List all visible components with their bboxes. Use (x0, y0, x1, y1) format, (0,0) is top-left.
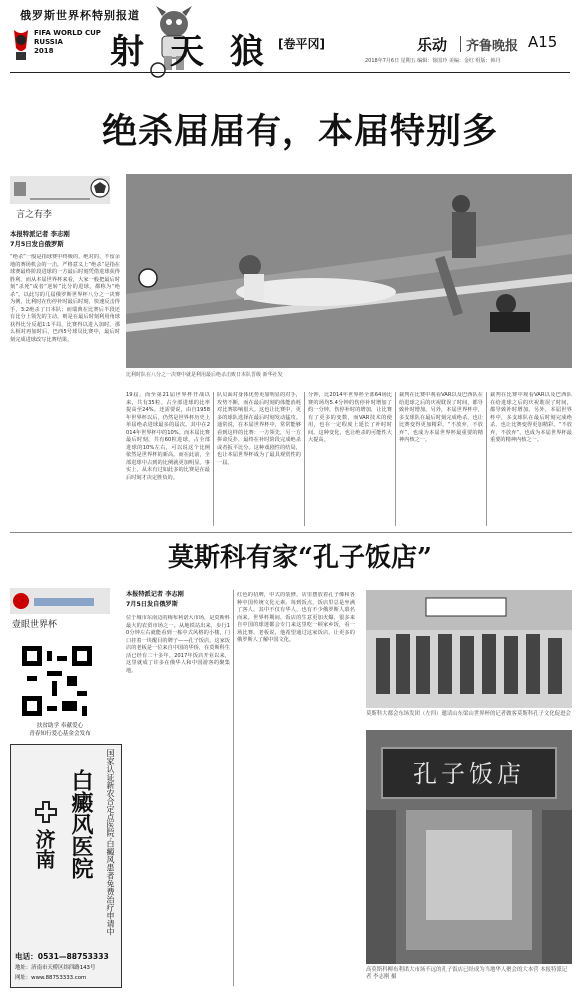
article2-column-logo (10, 588, 110, 614)
date-line: 2018年7月6日 星期五 编辑：徐国玲 美编：金红 组版：韩丹 (365, 58, 501, 64)
qr-code (22, 646, 92, 716)
article1-byline: 本报特派记者 李志刚 7月5日发自俄罗斯 (10, 230, 70, 248)
article2-photo-restaurant (366, 730, 572, 964)
column-title: 射天狼 (110, 32, 290, 72)
section-rule (10, 532, 572, 533)
ad-vertical-text: 国家认证新农合定点医院·白癜风患者免费治疗申请中 (106, 749, 115, 936)
article2-photo-group (366, 590, 572, 708)
special-report-label: 俄罗斯世界杯特别报道 (20, 9, 140, 22)
article1-col6: 裁判在比赛中观看VAR以及巴西队在给进球之后的庆祝耽误了时间，都导致补时增加。另外，本届世界杯中，多支球队在最后时刻完成绝杀，也让比赛变得更加精彩。“不放弃，不放弃”，也成为本届世界杯最重要的精神内核之一。 (490, 392, 572, 443)
wc-logo-text: FIFA WORLD CUP RUSSIA 2018 (34, 29, 101, 55)
restaurant-sign: 孔子饭店 (413, 760, 525, 788)
article1-headline: 绝杀届届有，本届特别多 (101, 111, 498, 152)
world-cup-logo (10, 26, 118, 66)
col-divider (395, 392, 396, 526)
article2-column-label: 壹眼世界杯 (12, 620, 58, 630)
column-tag: [卷平冈] (278, 37, 325, 51)
ad-phone: 电话：0531—88753333 (15, 952, 109, 961)
article2-col1: 位于城市东南边的梅布利诺大市场，是莫斯科最大的农贸市场之一。从地铁站出来，步行10分钟左右就能看到一栋中式风格的小楼，门口挂着一块醒目的牌子——孔子饭店。这家饭店的老板是一位来自中国的华侨，在莫斯科生活已经有二十多年。2017年饭店开业以来，这里就成了许多在俄华人和中国游客的聚集地。 (126, 615, 230, 674)
article1-photo (126, 174, 572, 368)
header-divider (460, 36, 461, 52)
ad-address: 地址：济南市天桥区纬四路143号 (15, 965, 96, 971)
article2-byline: 本报特派记者 李志刚 7月5日发自俄罗斯 (126, 591, 184, 608)
hospital-ad (10, 744, 122, 988)
article2-col2: 红色的招牌，中式的装修，店里摆放着孔子像和各种中国传统文化元素。每到饭点，饭店里总是坐满了客人，其中不仅有华人，也有不少俄罗斯人慕名而来。世界杯期间，饭店的生意更加火爆，很多来自中国的球迷都会专门来这里吃一顿家乡饭，看一场比赛。老板说，他希望通过这家饭店，让更多的俄罗斯人了解中国文化。 (237, 592, 355, 643)
article1-col4: 分钟，比2014年世界杯全部64场比赛的场均5.4分钟的伤停补时增加了约一分钟。伤停补时的增加，让比赛有了更多的变数，而VAR技术的使用，也在一定程度上延长了补时时间。这种变化，也让绝杀的可能性大大提高。 (308, 392, 392, 443)
article1-col5: 裁判在比赛中观看VAR以及巴西队在给进球之后的庆祝耽误了时间，都导致补时增加。另外，本届世界杯中，多支球队在最后时刻完成绝杀，也让比赛变得更加精彩。“不放弃，不放弃”，也成为本届世界杯最重要的精神内核之一。 (399, 392, 483, 443)
col-divider (486, 392, 487, 526)
cross-logo-icon (35, 801, 57, 823)
header (0, 0, 580, 82)
col-divider (304, 392, 305, 526)
page-number: A15 (528, 33, 558, 51)
header-rule (10, 72, 570, 73)
paper-name: 齐鲁晚报 (466, 39, 519, 54)
col-divider (213, 392, 214, 526)
article1-col1: “绝杀”一般是指球赛中终极的、绝对的、不留余地的赛场机会的一击。严格意义上“绝杀”是指在球赛最终阶段进球的一方最后时刻凭借进球获得胜利。而从本届世界杯来看，大家一般把最后时刻“杀死”或者“逆转”比分的进球，都称为“绝杀”。以此写的几届俄罗斯世界杯八分之一决赛为例，比利时在伤停补时最后时刻，快速反击得手，3:2绝杀了日本队；而瑞典在比赛后半段还有比分上领先的主动，则是在最后时刻利用角球获得比分反超1:1平局，比赛得以进入加时。那么相对再加时后，巴西5号球员比赛中，最后时刻完成进球改写比赛结果。 (10, 254, 120, 343)
article2-photo1-caption: 莫斯科大都会东场发团（左四）邀请山东梁山世界杯的记者做客莫斯科孔子文化促进会 (366, 711, 571, 717)
article1-col3: 队员面对身体优势更加明显的对手，攻势不断，而在最后时刻的体能消耗对比赛影响很大。这也让比赛中，更多的球队选择在最后时刻发动猛攻。通常说，在本届世界杯中，常常能够看到这样的比赛：一方领先，另一方拼命反扑，最终在补时阶段完成绝杀或者扳平比分。这种戏剧性的结局，也让本届世界杯成为了最具观赏性的一届。 (217, 392, 301, 466)
article2-headline: 莫斯科有家“孔子饭店” (168, 543, 432, 573)
col-divider (233, 590, 234, 986)
article1-column-label: 言之有李 (16, 210, 53, 220)
qr-caption: 扶贫助学 奉献爱心 青春知行爱心基金会发布 (29, 723, 91, 737)
trophy-icon (10, 28, 32, 64)
article1-photo-caption: 比利时队在八分之一决赛中就是利用最后绝杀击败日本队晋级 新华社发 (126, 372, 283, 378)
ad-hospital-name: 白癜风医院 (68, 769, 94, 879)
ad-city: 济南 (32, 829, 56, 869)
section-name: 乐动 (417, 36, 448, 54)
ad-website: 网址：www.88753333.com (15, 975, 87, 981)
article1-column-logo (10, 176, 110, 204)
article1-col2: 19届，而至第21届世界杯开战以来，共有35粒。占全部进球的比率提高至24%。还需要说，由自1958年世界杯以后，仍然是世界杯历史上单届绝杀进球最多的届次。其中在2014年世界杯中的10%。而本届比赛最后时刻，共有60粒进球，占全部进球的10%左右，可以说这个比例依然是世界杯的新高。而在此前，全部进球中占到的比例就更加明显。事实上，从未有过如此多的比赛是在最后时刻才决定胜负的。 (126, 392, 210, 481)
article2-photo2-caption: 高莫斯科柳布利诺大市场不远的孔子饭店已经成为当地华人聚会的大本营 本报特派记者 李志刚 摄 (366, 967, 568, 980)
